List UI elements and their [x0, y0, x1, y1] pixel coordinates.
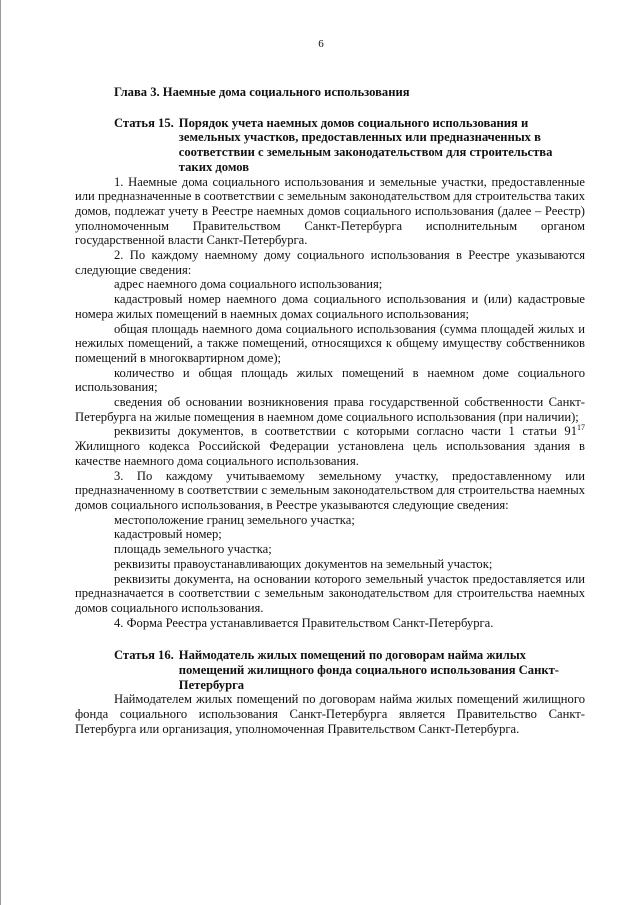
list-item: количество и общая площадь жилых помещений в наемном доме социального использования; [75, 365, 585, 395]
list-item: кадастровый номер наемного дома социального использования и (или) кадастровые номера жилых помещений в наемных домах социального использования; [75, 292, 585, 321]
article-15-paragraph-2: 2. По каждому наемному дому социального использования в Реестре указываются следующие сведения: [75, 248, 585, 277]
list-item: сведения об основании возникновения права государственной собственности Санкт-Петербурга на жилые помещения в наемном доме социального использования (при наличии); [75, 395, 585, 424]
list-item: площадь земельного участка; [114, 542, 272, 557]
article-15-paragraph-1: 1. Наемные дома социального использования и земельные участки, предоставленные или предназначенные в соответствии с земельным законодательством для строительства таких домов, подлежат учету в Реестре наемных домов социального использования (далее – Реестр) уполномоченным Правительством Санкт-Петербурга исполнительным органом государственной власти Санкт-Петербурга. [75, 174, 585, 248]
article-15-paragraph-4: 4. Форма Реестра устанавливается Правительством Санкт-Петербурга. [114, 615, 494, 630]
article-15-number: Статья 15. [114, 115, 174, 130]
list-item: кадастровый номер; [114, 527, 222, 542]
page-body [75, 85, 585, 737]
article-15-paragraph-3: 3. По каждому учитываемому земельному участку, предоставленному или предназначенному в соответствии с земельным законодательством для строительства наемных домов социального использования, в Реестре указываются следующие сведения: [75, 468, 585, 512]
article-15-heading [114, 116, 585, 175]
list-item: реквизиты документа, на основании которого земельный участок предоставляется или предназначается в соответствии с земельным законодательством для строительства наемных домов социального использования. [75, 571, 585, 615]
article-16-heading [114, 648, 585, 692]
article-16-title: Наймодатель жилых помещений по договорам найма жилых помещений жилищного фонда социального использования Санкт-Петербурга [178, 648, 559, 692]
chapter-title: Глава 3. Наемные дома социального использования [114, 85, 410, 99]
list-item: общая площадь наемного дома социального использования (сумма площадей жилых и нежилых помещений, а также помещений, относящихся к общему имуществу собственников помещений в многоквартирном доме); [75, 321, 585, 365]
list-item: местоположение границ земельного участка; [114, 512, 355, 527]
article-16-paragraph-1: Наймодателем жилых помещений по договорам найма жилых помещений жилищного фонда социального использования Санкт-Петербурга является Правительство Санкт-Петербурга или организация, уполномоченная Правительством Санкт-Петербурга. [75, 692, 585, 736]
list-item-text: Жилищного кодекса Российской Федерации установлена цель использования здания в качестве наемного дома социального использования. [75, 439, 585, 468]
list-item: адрес наемного дома социального использования; [114, 277, 383, 292]
superscript-number: 17 [577, 423, 585, 433]
list-item: реквизиты правоустанавливающих документов на земельный участок; [114, 556, 493, 571]
list-item [75, 424, 585, 468]
article-16-number: Статья 16. [114, 648, 174, 663]
list-item-text: реквизиты документов, в соответствии с которыми согласно части 1 статьи 91 [114, 424, 577, 439]
article-15-title: Порядок учета наемных домов социального использования и земельных участков, предоставленных или предназначенных в соответствии с земельным законодательством для строительства таких домов [178, 115, 553, 174]
page-number: 6 [318, 38, 324, 50]
